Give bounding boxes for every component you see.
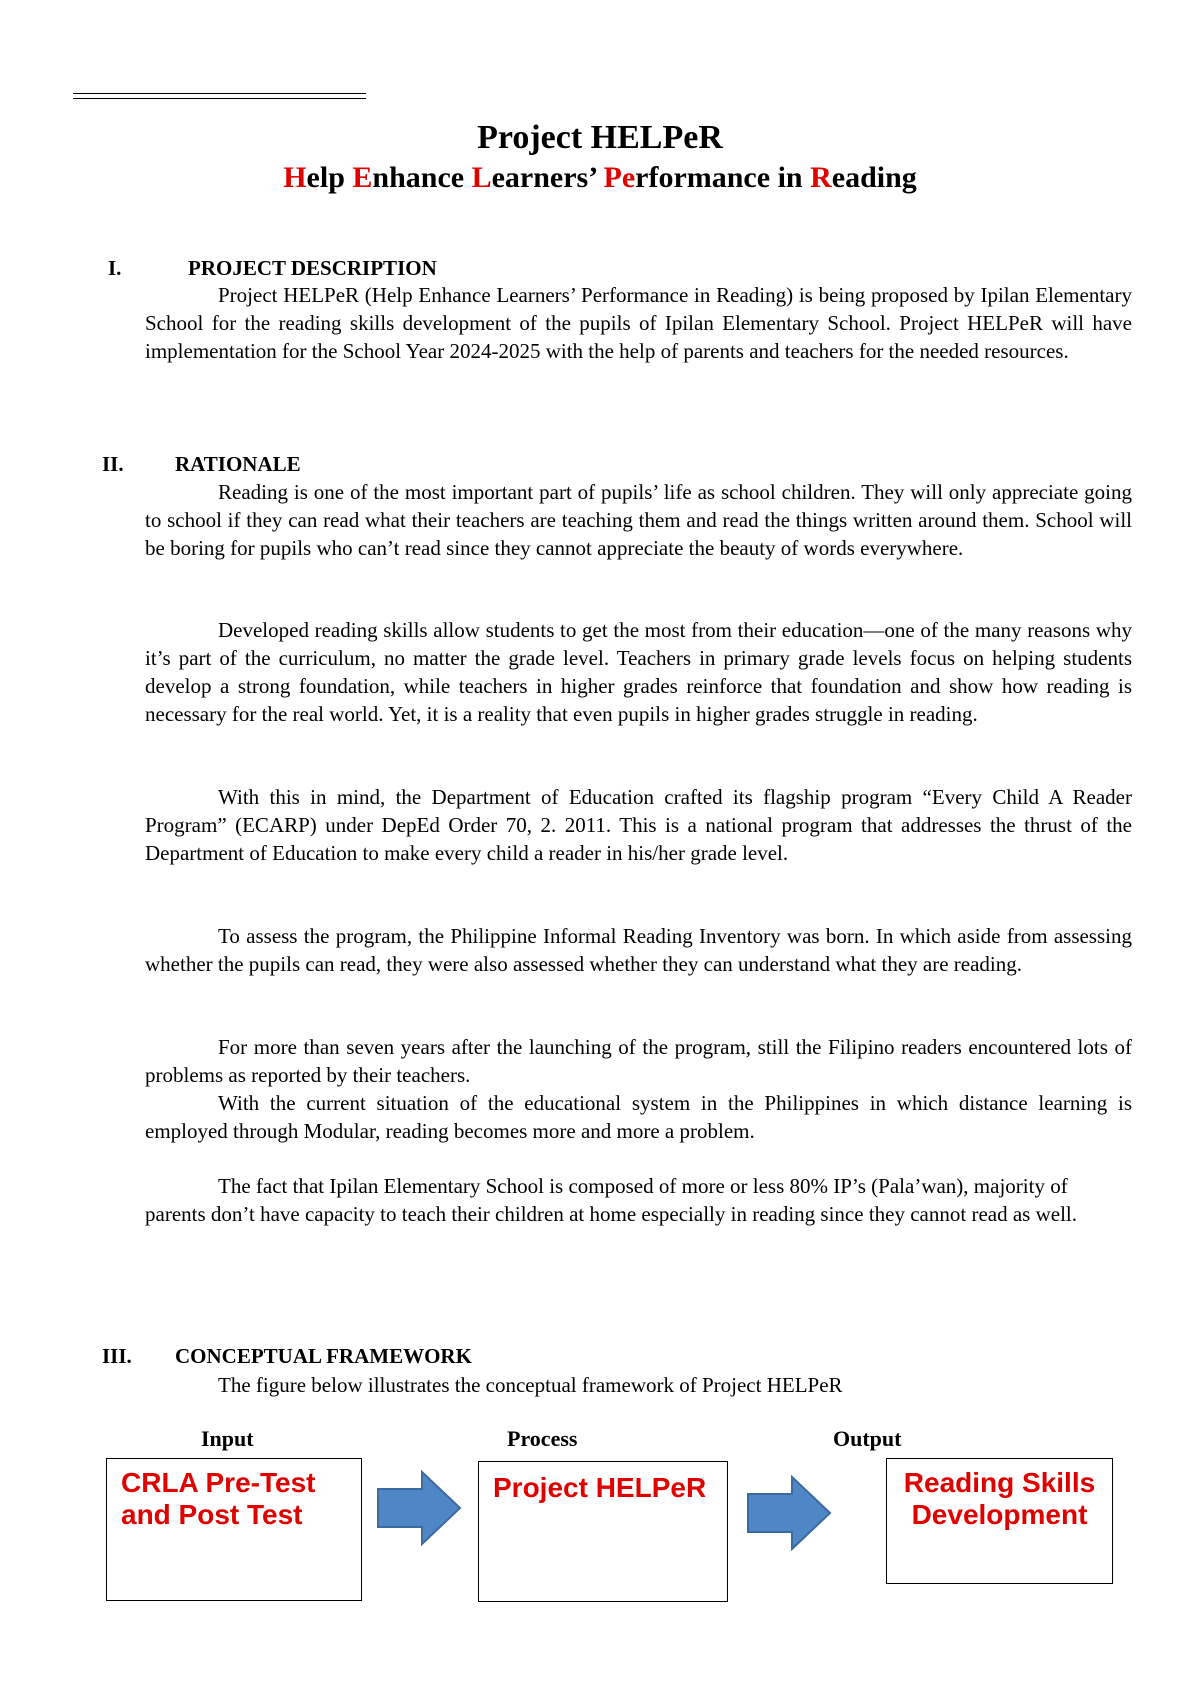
paragraph: The figure below illustrates the conceptual framework of Project HELPeR: [218, 1373, 843, 1397]
top-rule-1: [73, 93, 366, 94]
input-box-line1: CRLA Pre-Test: [121, 1467, 316, 1498]
paragraph: Project HELPeR (Help Enhance Learners’ Performance in Reading) is being proposed by Ipilan Elementary School for the reading skills development of the pupils of Ipilan Elementary School. Project HELPeR will have implementation for the School Year 2024-2025 with the help of parents and teachers for the needed resources.: [145, 283, 1132, 363]
document-title: Project HELPeR: [477, 119, 723, 156]
output-box: [886, 1458, 1113, 1584]
arrow-right-icon: [746, 1475, 832, 1551]
output-box-line1: Reading Skills: [903, 1467, 1096, 1498]
subtitle-initial-pe: Pe: [603, 161, 636, 194]
paragraph: Reading is one of the most important part of pupils’ life as school children. They will only appreciate going to school if they can read what their teachers are teaching them and read the things written around them. School will be boring for pupils who can’t read since they cannot appreciate the beauty of words everywhere.: [145, 480, 1132, 560]
subtitle-text: earners’: [491, 161, 604, 194]
paragraph: With this in mind, the Department of Education crafted its flagship program “Every Child A Reader Program” (ECARP) under DepEd Order 70, 2. 2011. This is a national program that addresses the thrust of the Department of Education to make every child a reader in his/her grade level.: [145, 785, 1132, 865]
framework-label-input: Input: [201, 1426, 254, 1451]
subtitle-initial-r: R: [810, 161, 832, 194]
paragraph: Developed reading skills allow students to get the most from their education—one of the many reasons why it’s part of the curriculum, no matter the grade level. Teachers in primary grade levels focus on helping students develop a strong foundation, while teachers in higher grades reinforce that foundation and show how reading is necessary for the real world. Yet, it is a reality that even pupils in higher grades struggle in reading.: [145, 618, 1132, 726]
input-box: [106, 1458, 362, 1601]
framework-label-output: Output: [833, 1426, 902, 1451]
output-box-line2: Development: [911, 1499, 1088, 1530]
paragraph: The fact that Ipilan Elementary School is composed of more or less 80% IP’s (Pala’wan), majority of parents don’t have capacity to teach their children at home especially in reading since they cannot read as well.: [145, 1174, 1077, 1226]
section-number: I.: [108, 256, 122, 280]
subtitle-initial-l: L: [471, 161, 492, 194]
section-heading: CONCEPTUAL FRAMEWORK: [175, 1344, 472, 1368]
paragraph: For more than seven years after the launching of the program, still the Filipino readers encountered lots of problems as reported by their teachers.: [145, 1035, 1132, 1087]
section-number: III.: [102, 1344, 132, 1368]
subtitle-text: elp: [306, 161, 353, 194]
framework-label-process: Process: [507, 1426, 578, 1451]
subtitle-text: rformance in: [635, 161, 811, 194]
process-box: [478, 1461, 728, 1602]
paragraph: To assess the program, the Philippine Informal Reading Inventory was born. In which aside from assessing whether the pupils can read, they were also assessed whether they can understand what they are reading.: [145, 924, 1132, 976]
subtitle-text: eading: [831, 161, 917, 194]
process-box-text: Project HELPeR: [493, 1472, 707, 1503]
arrow-right-icon: [376, 1470, 462, 1546]
document-subtitle: [0, 160, 1200, 196]
section-heading: RATIONALE: [175, 452, 301, 476]
section-number: II.: [102, 452, 124, 476]
section-heading: PROJECT DESCRIPTION: [188, 256, 437, 280]
subtitle-initial-e: E: [352, 161, 373, 194]
top-rule-2: [73, 98, 366, 99]
subtitle-text: nhance: [372, 161, 472, 194]
input-box-line2: and Post Test: [121, 1499, 303, 1530]
paragraph: With the current situation of the educational system in the Philippines in which distance learning is employed through Modular, reading becomes more and more a problem.: [145, 1091, 1132, 1143]
subtitle-initial-h: H: [283, 161, 307, 194]
